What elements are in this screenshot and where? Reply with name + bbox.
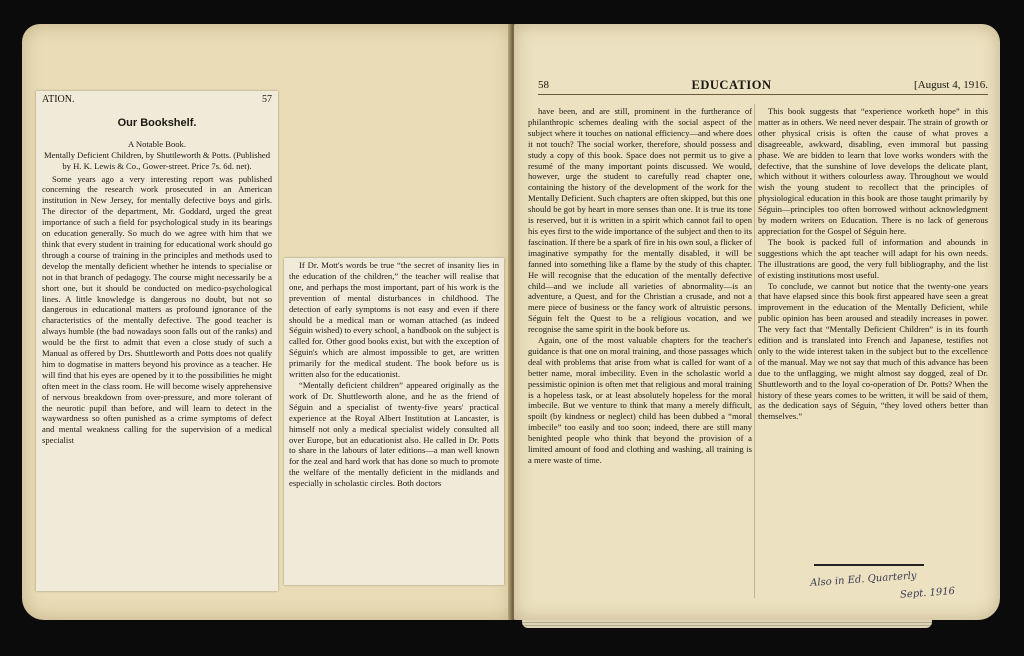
- clipping-paragraph: If Dr. Mott's words be true “the secret of insanity lies in the education of the children,” the teacher will realise that one, and perhaps the most important, part of his work is the prevention of mental disturbances in childhood. The detection of early symptoms is not easy and even if there should be a medical man or woman attached (as indeed Séguin wished) to every school, a handbook on the subject is called for. Other good books exist, but with the exception of Séguin's which are almost impossible to get, are written primarily for the medical student. The book before us is written also for the educationist.: [289, 260, 499, 380]
- column-paragraph: The book is packed full of information and abounds in suggestions which the apt teacher will adapt for his own needs. The illustrations are good, the very full bibliography, and the list of existing institutions most useful.: [758, 236, 988, 280]
- end-rule: [814, 564, 924, 566]
- book-reference: Mentally Deficient Children, by Shuttleworth & Potts. (Published by H. K. Lewis & Co., Gower-street. Price 7s. 6d. net).: [43, 149, 271, 171]
- clipping-page-number: 57: [262, 94, 272, 105]
- clipping-header-left: ATION.: [42, 94, 75, 105]
- newspaper-clipping-bookshelf: [36, 91, 278, 591]
- clipping-paragraph: “Mentally deficient children” appeared originally as the work of Dr. Shuttleworth alone, and he as the friend of Séguin and a specialist of twenty-five years' practical experience at the Royal Albert Institution at Lancaster, is himself not only a medical specialist widely consulted all over Europe, but an educationist also. He called in Dr. Potts to share in the labours of later editions—a man well known for the zeal and hard work that has done so much to promote the welfare of the mentally deficient in the midlands and especially in scholastic circles. Both doctors: [289, 379, 499, 489]
- handwritten-line: Also in Ed. Quarterly: [809, 570, 917, 589]
- page-header: [538, 76, 988, 95]
- clipping-header: [42, 91, 272, 106]
- right-page: [514, 24, 1000, 620]
- page-date: [August 4, 1916.: [914, 79, 988, 91]
- newspaper-clipping-continued: [284, 258, 504, 585]
- clipping-title: Our Bookshelf.: [117, 116, 197, 129]
- column-paragraph: have been, and are still, prominent in the furtherance of philanthropic schemes dealing with the social aspect of the subject where it touches on national efficiency—and where does it not touch? The social worker, therefore, should possess and study a copy of this book. Space does not permit us to give a resumé of the many important points discussed. We would, however, urge the student to carefully read chapter one, containing the history of the development of the work for the Mentally Deficient. Such chapters are often skipped, but this one should be got by heart in more senses than one. It is true its tone is reserved, but it is written in a spirit which cannot fail to open his eyes first to the wide importance of the subject and then to its fascination. If there be a spark of fire in his own soul, a flicker of imaginative sympathy for the mentally disabled, it will be fanned into something like a flame by the study of this chapter. He will recognise that the education of the mentally defective child—and we include all varieties of abnormality—is an adventure, a Quest, and for the Christian a crusade, and not a mere piece of business or the fancy work of altruistic persons. Séguin felt the Quest to be a religious vocation, and we recognise the same spirit in the book before us.: [528, 106, 752, 335]
- clipping-body: Some years ago a very interesting report was published concerning the research work prosecuted in an American institution in New Jersey, for mentally defective boys and girls. The director of the department, Mr. Goddard, urged the great importance of such a field for psychological study in its bearings on education generally. So much do we agree with him that we think that every student in training for educational work should go through a course of training in the principles and methods used to develop the mentally deficient whether he intends to specialise or not in that branch of pedagogy. The course might necessarily be a short one, but it should be conducted on medico-psychological lines. A little knowledge is dangerous no doubt, but not so dangerous in educational matters as profound ignorance of the characteristics of the mentally defective. The good teacher is always humble (the bad nowadays soon falls out of the ranks) and would be the first to admit that even a close study of such a Manual as offered by Drs. Shuttleworth and Potts does not qualify him to dogmatise in matters beyond his province as a teacher. He will find that his eyes are opened by it to the possibilities he might often meet in the class room. He will become wisely apprehensive of nervous breakdown from over-pressure, and more tolerant of the neurotic pupil than before, and will learn to detect in the waywardness so often punished as a crime symptoms of defect and mental weakness calling for the supervision of a medical specialist: [42, 173, 272, 446]
- column-paragraph: This book suggests that “experience worketh hope” in this matter as in others. We need never despair. The strain of growth or other physical crisis is often the cause of what proves a disagreeable, awkward, disabling, even immoral but passing phase. We are bidden to learn that love works wonders with the defective, that the sunshine of love develops the delicate plant, which without it withers colourless away. Throughout we would wish the young student to recollect that the principles of physiological education in this book are those taught primarily by Séguin—principles too often borrowed without acknowledgment by modern writers on Education. There is no lack of generous appreciation for the Gospel of Séguin here.: [758, 106, 988, 236]
- column-paragraph: Again, one of the most valuable chapters for the teacher's guidance is that one on moral training, and those passages which deal with problems that arise from what is called for want of a better name, moral imbecility. Even in the scholastic world a pessimistic opinion is often met that religious and moral training is a hopeless task, or at least absolutely hopeless for the moral imbecile. But we venture to think that many a merely difficult, spoilt (by kindness or neglect) child has been dubbed a “moral imbecile” too easily and too soon; indeed, there are still many benighted people who think that beyond the provision of a limited amount of food and clothing and washing, all training is a mere waste of time.: [528, 335, 752, 465]
- handwritten-date: Sept. 1916: [899, 585, 956, 601]
- column-paragraph: To conclude, we cannot but notice that the twenty-one years that have elapsed since this book first appeared have seen a great improvement in the education of the Mentally Deficient, while public opinion has been aroused and steadily increases in power. The very fact that “Mentally Deficient Children” is in its fourth edition and is translated into French and Japanese, testifies not only to the wide interest taken in the subject but to the excellence of the manual. May we not say that much of this advance has been due to the unflagging, we might almost say dogged, zeal of Dr. Shuttleworth and to the loyal co-operation of Dr. Potts? When the history of these years comes to be written, it will be said of them, as the dedication says of Séguin, “they loved others better than themselves.”: [758, 280, 988, 422]
- scrapbook: [22, 24, 1002, 634]
- handwritten-note: [810, 572, 980, 612]
- text-column-right: [758, 106, 988, 566]
- clipping-subtitle: A Notable Book.: [127, 138, 186, 149]
- left-page: [22, 24, 512, 620]
- page-title: EDUCATION: [691, 77, 772, 92]
- page-number: 58: [538, 79, 549, 91]
- text-column-left: [528, 106, 752, 596]
